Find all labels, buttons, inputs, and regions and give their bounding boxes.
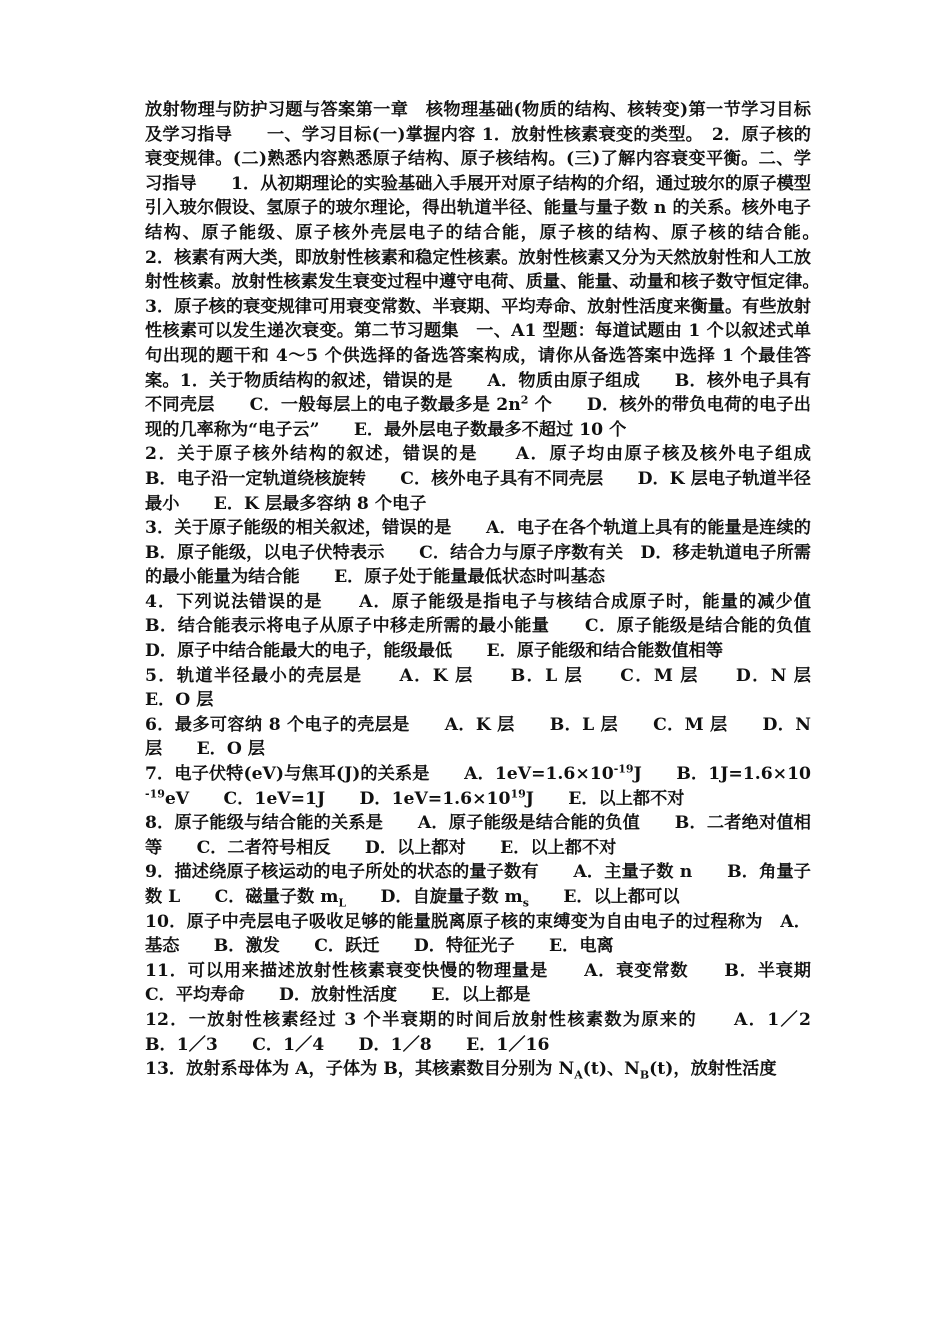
q7-part-c: eV C．1eV=1J D．1eV=1.6×10: [164, 788, 511, 809]
subscript: s: [522, 896, 529, 910]
question-7: [145, 762, 811, 811]
q9-part-a: 9．描述绕原子核运动的电子所处的状态的量子数有 A．主量子数 n B．角量子数 L C．磁量子数 m: [145, 862, 811, 907]
question-11: 11．可以用来描述放射性核素衰变快慢的物理量是 A．衰变常数 B．半衰期 C．平均寿命 D．放射性活度 E．以上都是: [145, 960, 846, 1006]
question-13: [145, 1057, 811, 1082]
q13-part-c: (t)，放射性活度: [649, 1059, 777, 1080]
question-10: 10．原子中壳层电子吸收足够的能量脱离原子核的束缚变为自由电子的过程称为 A．基态 B．激发 C．跃迁 D．特征光子 E．电离: [145, 911, 811, 957]
question-8: 8．原子能级与结合能的关系是 A．原子能级是结合能的负值 B．二者绝对值相等 C．二者符号相反 D．以上都对 E．以上都不对: [145, 813, 811, 858]
q9-part-b: D．自旋量子数 m: [346, 887, 523, 907]
question-12: 12．一放射性核素经过 3 个半衰期的时间后放射性核素数为原来的 A．1／2 B．1／3 C．1／4 D．1／8 E．1／16: [145, 1009, 846, 1055]
intro-paragraph: [145, 98, 846, 442]
question-6: 6．最多可容纳 8 个电子的壳层是 A．K 层 B．L 层 C．M 层 D．N 层 E．O 层: [145, 714, 811, 760]
question-5: 5．轨道半径最小的壳层是 A．K 层 B．L 层 C．M 层 D．N 层 E．O 层: [145, 665, 846, 711]
q13-part-b: (t)、N: [582, 1059, 640, 1080]
document-page: [145, 98, 846, 1082]
superscript: 2: [520, 393, 529, 407]
exponent: -19: [613, 762, 634, 776]
subscript: L: [338, 896, 347, 910]
subscript: B: [639, 1068, 650, 1082]
subscript: A: [574, 1068, 583, 1082]
q7-part-a: 7．电子伏特(eV)与焦耳(J)的关系是 A．1eV=1.6×10: [145, 764, 614, 785]
q7-part-b: J B．1J=1.6×10: [633, 764, 811, 785]
question-3: 3．关于原子能级的相关叙述，错误的是 A．电子在各个轨道上具有的能量是连续的 B．原子能级，以电子伏特表示 C．结合力与原子序数有关 D．移走轨道电子所需的最小能量为结合能 E．原子处于能量最低状态时叫基态: [145, 518, 846, 588]
q9-part-c: E．以上都可以: [528, 887, 680, 907]
question-9: [145, 860, 811, 909]
exponent: 19: [510, 786, 526, 800]
q13-part-a: 13．放射系母体为 A，子体为 B，其核素数目分别为 N: [145, 1059, 575, 1080]
exponent: -19: [145, 786, 165, 800]
q7-part-d: J E．以上都不对: [525, 788, 685, 809]
question-4: 4．下列说法错误的是 A．原子能级是指电子与核结合成原子时，能量的减少值 B．结合能表示将电子从原子中移走所需的最小能量 C．原子能级是结合能的负值 D．原子中结合能最大的电子，能级最低 E．原子能级和结合能数值相等: [145, 591, 846, 662]
question-2: 2．关于原子核外结构的叙述，错误的是 A．原子均由原子核及核外电子组成 B．电子沿一定轨道绕核旋转 C．核外电子具有不同壳层 D．K 层电子轨道半径最小 E．K 层最多容纳 8 个电子: [145, 444, 846, 514]
question-1-tail: 个 D．核外的带负电荷的电子出现的几率称为“电子云” E．最外层电子数最多不超过 10 个: [145, 395, 811, 440]
intro-text: 放射物理与防护习题与答案第一章 核物理基础(物质的结构、核转变)第一节学习目标及学习指导 一、学习目标(一)掌握内容 1．放射性核素衰变的类型。 2．原子核的衰变规律。(二)熟悉内容熟悉原子结构、原子核结构。(三)了解内容衰变平衡。二、学习指导 1．从初期理论的实验基础入手展开对原子结构的介绍，通过玻尔的原子模型引入玻尔假设、氢原子的玻尔理论，得出轨道半径、能量与量子数 n 的关系。核外电子结构、原子能级、原子核外壳层电子的结合能，原子核的结构、原子核的结合能。 2．核素有两大类，即放射性核素和稳定性核素。放射性核素又分为天然放射性和人工放射性核素。放射性核素发生衰变过程中遵守电荷、质量、能量、动量和核子数守恒定律。 3．原子核的衰变规律可用衰变常数、半衰期、平均寿命、放射性活度来衡量。有些放射性核素可以发生递次衰变。第二节习题集 一、A1 型题：每道试题由 1 个以叙述式单句出现的题干和 4～5 个供选择的备选答案构成，请你从备选答案中选择 1 个最佳答案。1．关于物质结构的叙述，错误的是 A．物质由原子组成 B．核外电子具有不同壳层 C．一般每层上的电子数最多是 2n: [145, 100, 846, 416]
